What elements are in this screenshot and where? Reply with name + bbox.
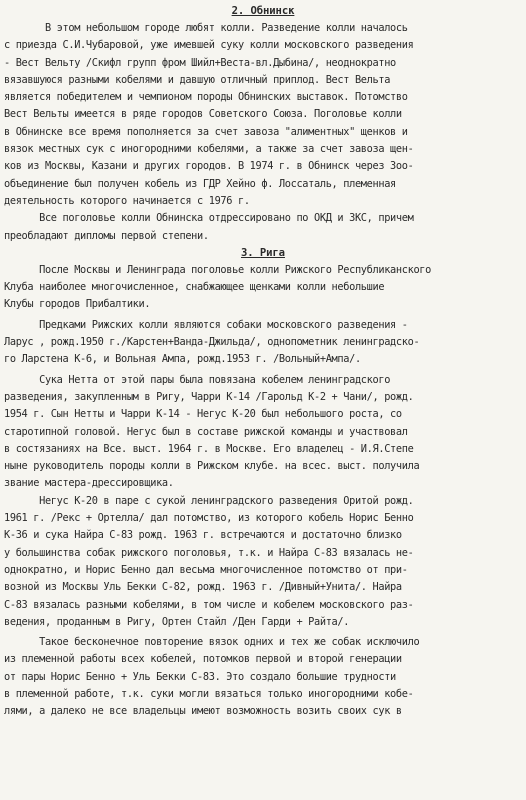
paragraph-riga-3: Сука Нетта от этой пары была повязана кобелем ленинградского разведения, закупленным в Ригу, Чарри К-14 /Гарольд К-2 + Чани/, рожд. 1954 г. Сын Нетты и Чарри К-14 - Негус К-20 был небольшого роста, со старотипной головой. Негус был в составе рижской команды и участвовал в состязаниях на Все. выст. 1964 г. в Москве. Его владелец - И.Я.Степе ныне руководитель породы колли в Рижском клубе. на всес. выст. получила звание мастера-дрессировщика. [4,373,420,490]
paragraph-obninsk-1: В этом небольшом городе любят колли. Разведение колли началось с приезда С.И.Чубаровой, уже имевшей суку колли московского разведения - Вест Вельту /Скифл групп фром Шийл+Веста-вл.Дыбина/, неоднократно вязавшуюся разными кобелями и давшую отличный приплод. Вест Вельта является победителем и чемпионом породы Обнинских выставок. Потомство Вест Вельты имеется в ряде городов Советского Союза. Поголовье колли в Обнинске все время пополняется за счет завоза "алиментных" щенков и вязок местных сук с иногородними кобелями, а также за счет завоза щен- ков из Москвы, Казани и других городов. В 1974 г. в Обнинск через Зоо- объединение был получен кобель из ГДР Хейно ф. Лоссаталь, племенная деятельность которого начинается с 1976 г. [4,22,414,207]
paragraph-riga-1: После Москвы и Ленинграда поголовье колли Рижского Республиканского Клуба наиболее многочисленное, снабжающее щенками колли небольшие Клубы городов Прибалтики. [4,263,431,311]
paragraph-riga-5: Такое бесконечное повторение вязок одних и тех же собак исключило из племенной работы всех кобелей, потомков первой и второй генерации от пары Норис Бенно + Уль Бекки С-83. Это создало большие трудности в племенной работе, т.к. суки могли вязаться только иногородними кобе- лями, а далеко не все владельцы имеют возможность возить своих сук в [4,636,420,718]
paragraph-obninsk-2: Все поголовье колли Обнинска отдрессировано по ОКД и ЗКС, причем преобладают дипломы первой степени. [4,212,414,242]
paragraph-riga-2: Предками Рижских колли являются собаки московского разведения - Ларус , рожд.1950 г./Карстен+Ванда-Джильда/, однопометник ленинградско- го Ларстена К-6, и Вольная Ампа, рожд.1953 г. /Вольный+Ампа/. [4,318,420,366]
section-heading-obninsk: 2. Обнинск [231,5,295,17]
paragraph-riga-4: Негус К-20 в паре с сукой ленинградского разведения Оритой рожд. 1961 г. /Рекс + Ортелла/ дал потомство, из которого кобель Норис Бенно К-36 и сука Найра С-83 рожд. 1963 г. встречаются и достаточно близко у большинства собак рижского поголовья, т.к. и Найра С-83 вязалась не- однократно, и Норис Бенно дал весьма многочисленное потомство от при- возной из Москвы Уль Бекки С-82, рожд. 1963 г. /Дивный+Унита/. Найра С-83 вязалась разными кобелями, в том числе и кобелем московского раз- ведения, проданным в Ригу, Ортен Стайл /Ден Гарди + Райта/. [4,494,414,628]
section-heading-riga: 3. Рига [241,246,285,259]
